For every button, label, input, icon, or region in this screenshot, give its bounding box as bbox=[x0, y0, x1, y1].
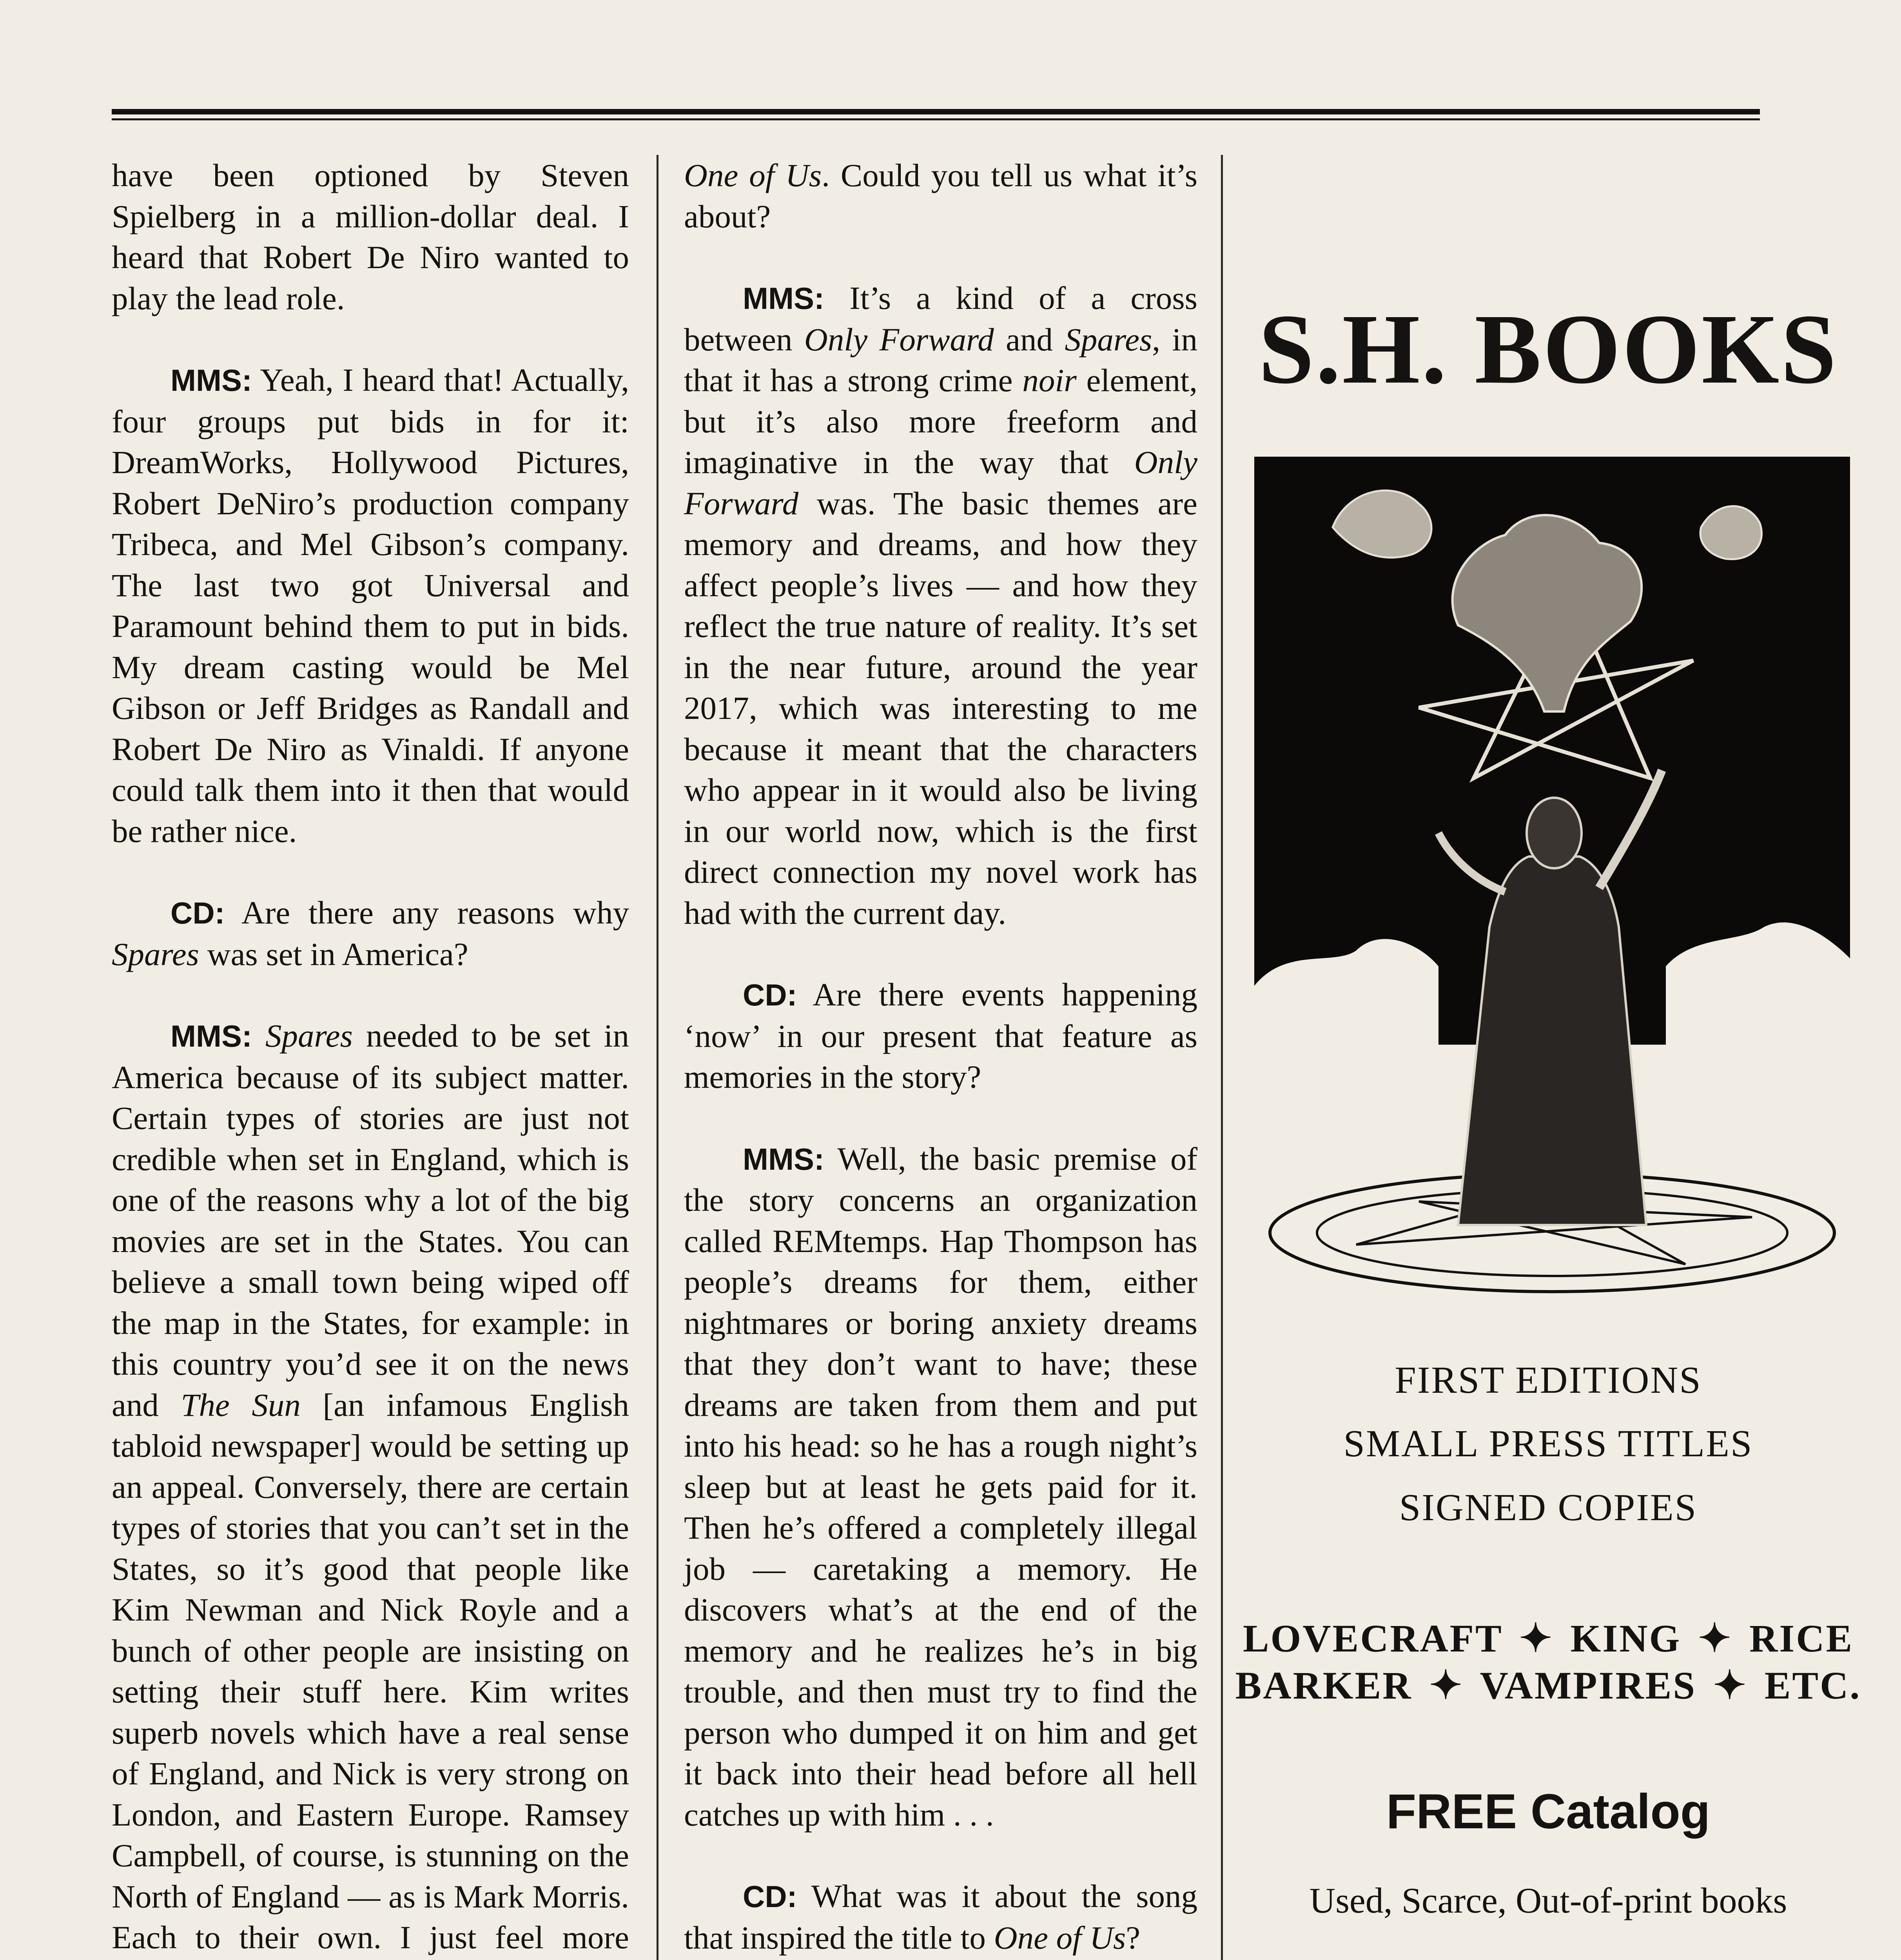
speaker-label: MMS: bbox=[171, 363, 252, 397]
paragraph bbox=[684, 1876, 1197, 1958]
genre-term: noir bbox=[1022, 362, 1077, 398]
speaker-label: CD: bbox=[743, 1879, 797, 1914]
book-title: Only Forward bbox=[684, 444, 1197, 521]
paragraph bbox=[684, 155, 1197, 237]
newspaper-title: The Sun bbox=[181, 1387, 301, 1423]
paragraph bbox=[684, 278, 1197, 933]
paragraph-text: was. The basic themes are memory and dreams, and how they affect people’s lives — and how they reflect the true nature of reality. It’s set in the near future, around the year 2017, which was interesting to me because it meant that the characters who appear in it would also be living in our world now, which is the first direct connection my novel work has had with the current day. bbox=[684, 485, 1197, 931]
book-title: Only Forward bbox=[804, 321, 994, 358]
top-rule-thin bbox=[112, 118, 1760, 120]
paragraph bbox=[684, 1138, 1197, 1835]
paragraph-text: ? bbox=[1126, 1919, 1141, 1956]
book-title: Spares bbox=[1065, 321, 1152, 358]
book-title: One of Us bbox=[684, 157, 822, 193]
ad-line-small-press: SMALL PRESS TITLES bbox=[1343, 1423, 1753, 1465]
column-divider-1 bbox=[657, 155, 658, 1960]
ad-used-books: Used, Scarce, Out-of-print books bbox=[1309, 1880, 1787, 1920]
top-rule-thick bbox=[112, 109, 1760, 114]
paragraph-text: have been optioned by Steven Spielberg in a million-dollar deal. I heard that Robert De Niro wanted to play the lead role. bbox=[112, 157, 629, 316]
ad-authors-line-1: LOVECRAFT ✦ KING ✦ RICE bbox=[1243, 1617, 1854, 1660]
paragraph bbox=[112, 359, 629, 851]
figure-head bbox=[1527, 798, 1582, 868]
wizard-illustration bbox=[1254, 457, 1850, 1303]
paragraph-text: Are there any reasons why bbox=[225, 895, 629, 931]
paragraph-text: element, but it’s also more freeform and imaginative in the way that bbox=[684, 362, 1197, 480]
paragraph-text: needed to be set in America because of its subject matter. Certain types of stories are just not credible when set in England, which is one of the reasons why a lot of the big movies are set in the States. You can believe a small town being wiped off the map in the States, for example: in this country you’d see it on the news and bbox=[112, 1018, 629, 1423]
paragraph-text: and bbox=[994, 321, 1065, 358]
paragraph-text: What was it about the song that inspired the title to bbox=[684, 1878, 1197, 1956]
ad-free-catalog: FREE Catalog bbox=[1386, 1784, 1711, 1839]
speaker-label: MMS: bbox=[743, 281, 824, 316]
paragraph bbox=[112, 155, 629, 319]
paragraph bbox=[684, 974, 1197, 1098]
book-title: Spares bbox=[112, 936, 199, 972]
ad-authors-line-2: BARKER ✦ VAMPIRES ✦ ETC. bbox=[1235, 1664, 1861, 1707]
book-title: One of Us bbox=[994, 1919, 1126, 1956]
paragraph-text: Are there events happening ‘now’ in our present that feature as memories in the story? bbox=[684, 976, 1197, 1095]
ad-title: S.H. BOOKS bbox=[1258, 294, 1838, 405]
speaker-label: MMS: bbox=[743, 1142, 824, 1176]
paragraph-text: was set in America? bbox=[199, 936, 468, 972]
paragraph-text: It’s a kind of a cross between bbox=[684, 280, 1197, 358]
ad-line-signed-copies: SIGNED COPIES bbox=[1399, 1486, 1698, 1529]
ad-line-first-editions: FIRST EDITIONS bbox=[1395, 1359, 1702, 1401]
paragraph-text: . Could you tell us what it’s about? bbox=[684, 157, 1197, 234]
article-column-1 bbox=[112, 155, 629, 1960]
paragraph bbox=[112, 892, 629, 975]
book-title: Spares bbox=[265, 1018, 353, 1054]
paragraph-text: Well, the basic premise of the story concerns an organization called REMtemps. Hap Thompson has people’s dreams for them, either nightmares or boring anxiety dreams that they don’t want to have; these dreams are taken from them and put into his head: so he has a rough night’s sleep but at least he gets paid for it. Then he’s offered a completely illegal job — caretaking a memory. He discovers what’s at the end of the memory and he realizes he’s in big trouble, and then must try to find the person who dumped it on him and get it back into their head before all hell catches up with him . . . bbox=[684, 1140, 1197, 1833]
paragraph bbox=[112, 1015, 629, 1960]
paragraph-text: Yeah, I heard that! Actually, four groups put bids in for it: DreamWorks, Hollywood Pictures, Robert DeNiro’s production company Tribeca, and Mel Gibson’s company. The last two got Universal and Paramount behind them to put in bids. My dream casting would be Mel Gibson or Jeff Bridges as Randall and Robert De Niro as Vinaldi. If anyone could talk them into it then that would be rather nice. bbox=[112, 362, 629, 849]
speaker-label: MMS: bbox=[171, 1019, 252, 1053]
article-column-2 bbox=[684, 155, 1197, 1960]
column-divider-2 bbox=[1221, 155, 1223, 1960]
paragraph-text: , in that it has a strong crime bbox=[684, 321, 1197, 398]
speaker-label: CD: bbox=[743, 978, 797, 1012]
speaker-label: CD: bbox=[171, 896, 225, 930]
paragraph-text: [an infamous English tabloid newspaper] would be setting up an appeal. Conversely, there are certain types of stories that you can’t set in the States, so it’s good that people like Kim Newman and Nick Royle and a bunch of other people are insisting on setting their stuff here. Kim writes superb novels which have a real sense of England, and Nick is very strong on London, and Eastern Europe. Ramsey Campbell, of course, is stunning on the North of England — as is Mark Morris. Each to their own. I just feel more bbox=[112, 1387, 629, 1955]
